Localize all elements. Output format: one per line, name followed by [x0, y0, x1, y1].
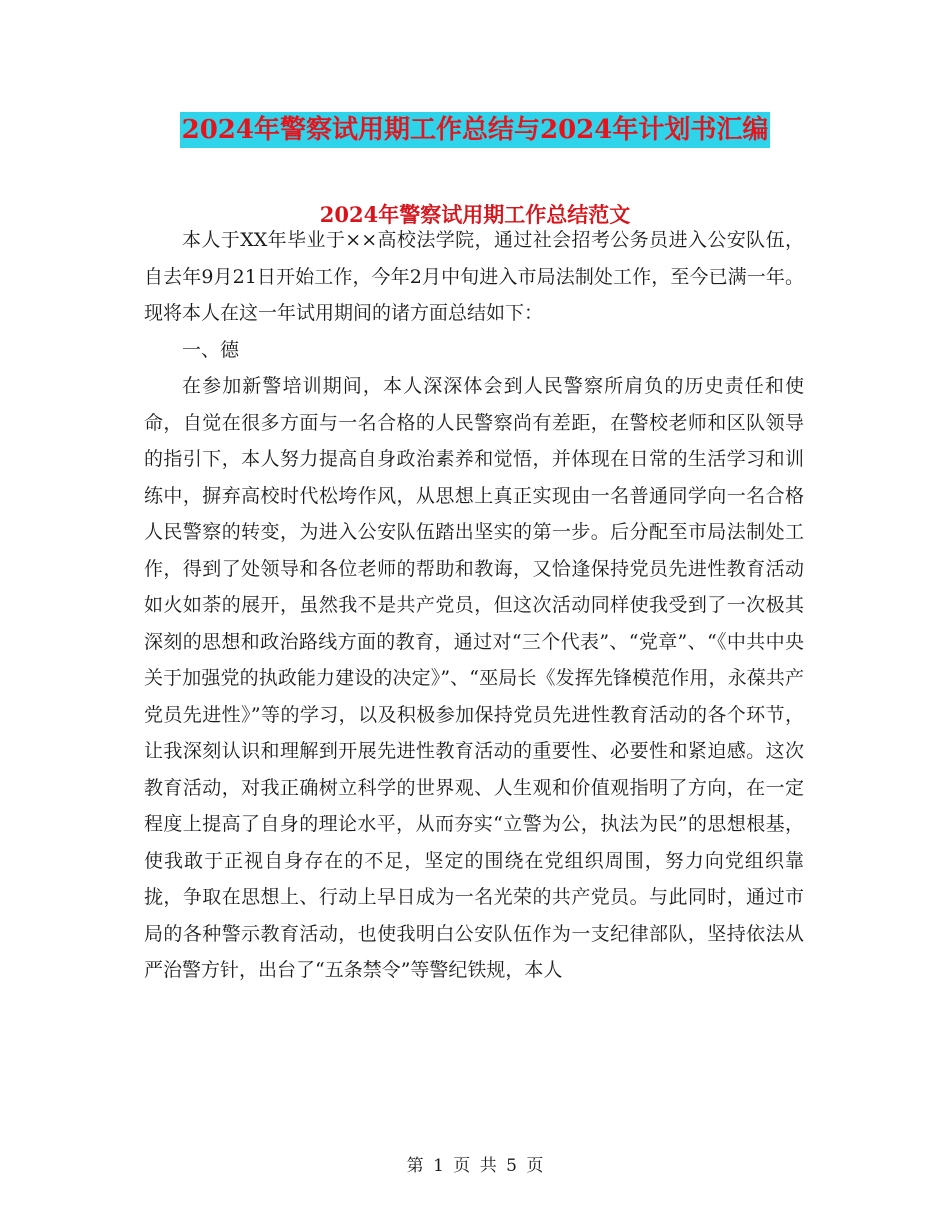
- document-title-row: [0, 112, 950, 148]
- heading-de: 一、德: [182, 338, 240, 361]
- paragraph-de: 在参加新警培训期间，本人深深体会到人民警察所肩负的历史责任和使命，自觉在很多方面与一名合格的人民警察尚有差距，在警校老师和区队领导的指引下，本人努力提高自身政治素养和觉悟，并体现在日常的生活学习和训练中，摒弃高校时代松垮作风，从思想上真正实现由一名普通同学向一名合格人民警察的转变，为进入公安队伍踏出坚实的第一步。后分配至市局法制处工作，得到了处领导和各位老师的帮助和教诲，又恰逢保持党员先进性教育活动如火如荼的展开，虽然我不是共产党员，但这次活动同样使我受到了一次极其深刻的思想和政治路线方面的教育，通过对“三个代表”、“党章”、“《中共中央关于加强党的执政能力建设的决定》”、“巫局长《发挥先锋模范作用，永葆共产党员先进性》”等的学习，以及积极参加保持党员先进性教育活动的各个环节，让我深刻认识和理解到开展先进性教育活动的重要性、必要性和紧迫感。这次教育活动，对我正确树立科学的世界观、人生观和价值观指明了方向，在一定程度上提高了自身的理论水平，从而夯实“立警为公，执法为民”的思想根基，使我敢于正视自身存在的不足，坚定的围绕在党组织周围，努力向党组织靠拢，争取在思想上、行动上早日成为一名光荣的共产党员。与此同时，通过市局的各种警示教育活动，也使我明白公安队伍作为一支纪律部队，坚持依法从严治警方针，出台了“五条禁令”等警纪铁规，本人: [144, 375, 804, 981]
- paragraph-intro: 本人于XX年毕业于××高校法学院，通过社会招考公务员进入公安队伍，自去年9月21日开始工作，今年2月中旬进入市局法制处工作，至今已满一年。现将本人在这一年试用期间的诸方面总结如下：: [144, 229, 804, 324]
- document-body: [144, 222, 804, 989]
- page-footer: 第 1 页 共 5 页: [406, 1156, 544, 1176]
- document-title: 2024年警察试用期工作总结与2024年计划书汇编: [180, 112, 771, 148]
- section-title: 2024年警察试用期工作总结范文: [319, 202, 631, 227]
